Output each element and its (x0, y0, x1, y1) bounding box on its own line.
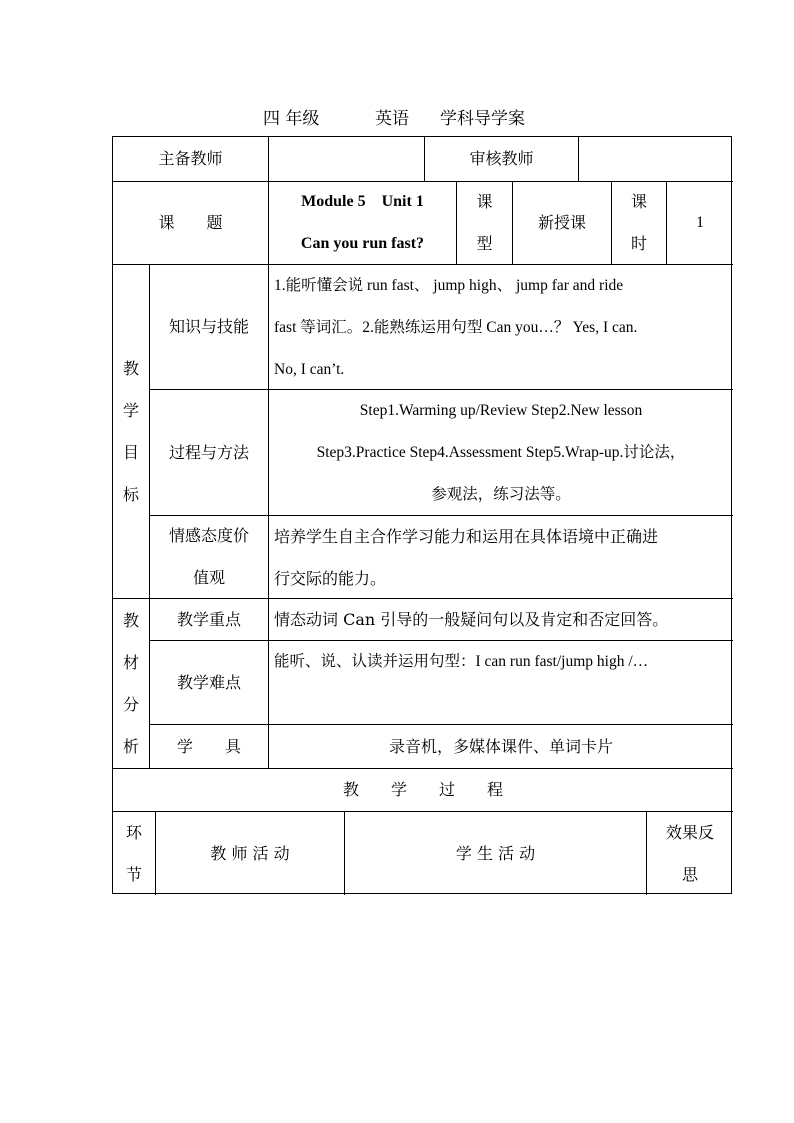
group-char: 析 (122, 736, 139, 756)
col-stage-header (113, 812, 155, 895)
period-value: 1 (696, 214, 704, 231)
col-student-header: 学 生 活 动 (455, 843, 536, 863)
group-char: 教 (122, 610, 139, 630)
difficulty-value: 能听、说、认读并运用句型：I can run fast/jump high /… (274, 653, 649, 670)
process-label: 过程与方法 (168, 442, 249, 462)
knowledge-content (269, 265, 733, 389)
tools-label: 学 具 (176, 736, 241, 756)
knowledge-label: 知识与技能 (168, 317, 249, 336)
period-label-char: 课 (630, 192, 647, 211)
reviewer-label: 审核教师 (469, 149, 534, 168)
process-line: Step1.Warming up/Review Step2.New lesson (359, 401, 643, 419)
process-line: 参观法，练习法等。 (431, 485, 571, 503)
topic-value (269, 182, 456, 264)
type-label-char: 课 (476, 192, 493, 211)
group-char: 教 (122, 358, 139, 378)
process-heading: 教 学 过 程 (342, 780, 503, 799)
group-char: 学 (122, 400, 139, 420)
process-content (269, 390, 733, 515)
period-label (612, 182, 666, 264)
topic-line-2: Can you run fast? (300, 235, 425, 252)
group-char: 标 (122, 484, 139, 504)
col-reflection-header (647, 812, 733, 895)
attitude-label-line: 情感态度价 (168, 526, 249, 545)
key-value: 情态动词 Can 引导的一般疑问句以及肯定和否定回答。 (274, 609, 669, 629)
preparer-label: 主备教师 (158, 149, 223, 168)
col-stage-char: 环 (125, 822, 142, 842)
materials-group-label (113, 599, 149, 768)
key-label: 教学重点 (176, 609, 241, 629)
objectives-group-label (113, 265, 149, 598)
title-grade: 四 年级 (263, 109, 320, 129)
attitude-content (269, 516, 733, 598)
col-stage-char: 节 (125, 864, 142, 884)
attitude-line: 行交际的能力。 (274, 569, 387, 588)
type-label-char: 型 (476, 234, 493, 253)
attitude-label-line: 值观 (192, 568, 225, 587)
title-doc: 学科导学案 (440, 109, 525, 129)
type-label (457, 182, 512, 264)
lesson-plan-table (112, 136, 732, 894)
topic-label: 课 题 (158, 213, 223, 232)
attitude-label (150, 516, 268, 598)
topic-line-1: Module 5 Unit 1 (301, 193, 424, 210)
knowledge-line: 1.能听懂会说 run fast、 jump high、 jump far and ride (274, 277, 624, 294)
tools-value: 录音机，多媒体课件、单词卡片 (388, 736, 613, 756)
reviewer-value[interactable] (579, 137, 733, 181)
col-reflection-line: 效果反 (665, 822, 714, 842)
preparer-value[interactable] (269, 137, 424, 181)
period-label-char: 时 (630, 234, 647, 253)
document-title (0, 104, 794, 130)
knowledge-line: fast 等词汇。2.能熟练运用句型 Can you…？ Yes, I can. (274, 319, 638, 336)
col-reflection-line: 思 (681, 864, 698, 884)
group-char: 材 (122, 652, 139, 672)
attitude-line: 培养学生自主合作学习能力和运用在具体语境中正确进 (274, 527, 659, 546)
type-value: 新授课 (537, 213, 586, 232)
title-subject: 英语 (375, 109, 409, 129)
difficulty-label: 教学难点 (176, 672, 241, 692)
group-char: 目 (122, 442, 139, 462)
group-char: 分 (122, 694, 139, 714)
process-line: Step3.Practice Step4.Assessment Step5.Wrap-up.讨论法， (316, 443, 686, 461)
col-teacher-header: 教 师 活 动 (210, 843, 290, 863)
knowledge-line: No, I can’t. (274, 361, 345, 378)
